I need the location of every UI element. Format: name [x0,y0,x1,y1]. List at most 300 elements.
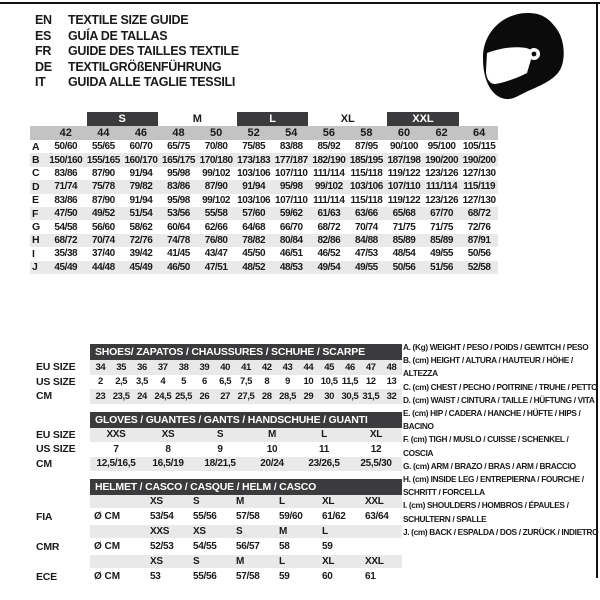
size-value-cell: 46/51 [279,248,303,260]
size-value-cell: 182/190 [312,154,346,166]
helmet-size-header-cell: XL [322,496,335,507]
language-title: TEXTILE SIZE GUIDE [68,13,189,27]
size-value-cell: 53/56 [167,208,190,220]
size-value-cell: 155/165 [86,154,120,166]
size-value-cell: 95/98 [279,181,303,193]
size-value-cell: 46/52 [317,248,341,260]
shoes-values [90,389,402,404]
shoes-size-cell: 23,5 [112,390,130,402]
helmet-size-values [90,495,402,508]
row-key-cell: I [32,247,35,260]
helmet-standard-label: ECE [36,570,57,583]
size-value-cell: 78/82 [242,234,266,246]
size-value-cell: 50/56 [467,248,491,260]
size-value-cell: 90/100 [390,141,418,153]
row-key-cell: G [32,221,41,234]
numeric-size-cell: 44 [97,127,110,139]
shoes-size-cell: 10,5 [320,376,338,388]
size-value-cell: 170/180 [199,154,233,166]
size-value-cell: 48/54 [392,248,416,260]
shoes-size-cell: 9 [285,376,291,388]
shoes-size-cell: 41 [241,361,251,373]
helmet-value-cell: 59 [322,541,333,552]
size-value-cell: 103/106 [237,167,271,179]
size-value-cell: 59/62 [279,208,303,220]
textile-row [30,180,498,193]
size-value-cell: 119/122 [387,194,421,206]
helmet-size-header-cell: XL [322,556,335,567]
helmet-size-values [90,555,402,568]
shoes-size-cell: 39 [199,361,210,373]
size-value-cell: 41/45 [167,248,190,260]
helmet-value-row [36,508,402,525]
size-value-cell: 177/187 [274,154,308,166]
shoes-size-cell: 30 [324,390,335,402]
helmet-standard-label: CMR [36,540,60,553]
textile-row [30,247,498,260]
numeric-size-cell: 54 [285,127,298,139]
size-value-cell: 99/102 [314,181,343,193]
size-value-cell: 111/114 [425,181,458,193]
shoes-size-cell: 2 [97,376,103,388]
racing-helmet-icon [468,8,572,108]
size-group-cell [85,112,160,126]
shoes-row-label: EU SIZE [36,361,76,374]
numeric-size-cell: 52 [247,127,260,139]
size-value-cell: 66/70 [279,221,303,233]
shoes-table-title: SHOES/ ZAPATOS / CHAUSSURES / SCHUHE / SCARPE [90,344,402,360]
size-value-cell: 71/74 [54,181,78,193]
size-value-cell: 87/90 [91,167,115,179]
size-value-cell: 107/110 [275,194,308,206]
helmet-value-cell: 55/56 [193,571,217,582]
size-value-cell: 49/54 [317,261,341,273]
size-value-cell: 72/76 [129,234,153,246]
size-value-cell: 173/183 [237,154,271,166]
shoes-size-cell: 36 [137,361,147,373]
helmet-unit-cell: Ø CM [94,571,121,582]
size-value-cell: 83/86 [54,167,78,179]
size-value-cell: 190/200 [425,154,459,166]
size-value-cell: 49/55 [355,261,378,273]
size-group-cell [235,112,310,126]
size-value-cell: 150/160 [49,154,83,166]
shoes-size-cell: 2,5 [115,376,128,388]
gloves-values [90,442,402,457]
size-value-cell: 87/90 [91,194,115,206]
size-value-cell: 115/119 [463,181,496,193]
size-value-cell: 82/86 [317,234,341,246]
helmet-value-cell: 57/58 [236,571,260,582]
size-value-cell: 49/52 [91,208,115,220]
size-value-cell: 71/75 [392,221,416,233]
gloves-size-cell: XL [369,429,383,441]
size-group-label: XXL [387,112,458,126]
size-value-cell: 65/75 [167,141,190,153]
language-code: IT [35,75,46,90]
size-value-cell: 87/90 [204,181,228,193]
gloves-size-cell: 10 [266,443,278,455]
gloves-table [36,428,402,472]
size-value-cell: 123/126 [425,167,459,179]
size-group-label: L [237,112,308,126]
size-value-cell: 71/75 [430,221,453,233]
row-key-cell: B [32,154,40,167]
shoes-size-cell: 7,5 [239,376,252,388]
numeric-size-cell: 64 [473,127,486,139]
helmet-size-header-cell: M [236,496,245,507]
shoes-size-cell: 37 [157,361,168,373]
size-value-cell: 51/56 [430,261,453,273]
helmet-size-header-row [36,525,402,538]
size-value-cell: 46/50 [167,261,190,273]
helmet-table [36,495,402,585]
language-row [35,13,239,29]
numeric-size-cell: 56 [322,127,335,139]
helmet-value-cell: 59 [279,571,290,582]
size-value-cell: 103/106 [237,194,271,206]
helmet-value-row [36,568,402,585]
helmet-value-cell: 56/57 [236,541,260,552]
row-key-cell: J [32,261,38,274]
language-title-list [35,13,239,91]
helmet-values [90,568,402,585]
shoes-row-label: CM [36,390,52,403]
shoes-size-cell: 44 [303,361,314,373]
size-value-cell: 103/106 [349,181,383,193]
shoes-size-cell: 8 [264,376,270,388]
shoes-row [36,389,402,404]
size-value-cell: 56/60 [91,221,115,233]
size-value-cell: 70/74 [91,234,115,246]
shoes-size-cell: 26 [199,390,210,402]
shoes-size-cell: 4 [160,376,166,388]
numeric-size-cell: 58 [360,127,373,139]
gloves-values [90,457,402,472]
numeric-size-cell: 50 [209,127,223,139]
numeric-size-cell: 60 [397,127,411,139]
size-value-cell: 74/78 [167,234,190,246]
size-value-cell: 54/58 [54,221,78,233]
gloves-row [36,442,402,457]
shoes-size-cell: 24 [137,390,147,402]
gloves-size-cell: XXS [106,429,126,441]
size-value-cell: 55/65 [91,141,115,153]
size-group-cell [385,112,460,126]
size-value-cell: 39/42 [129,248,153,260]
size-value-cell: 85/89 [392,234,416,246]
row-key-cell: A [32,140,40,153]
legend-item: G. (cm) ARM / BRAZO / BRAS / ARM / BRACCIO [403,460,576,471]
size-value-cell: 111/114 [313,167,345,179]
helmet-size-header-cell: XS [193,526,206,537]
shoes-row-label: US SIZE [36,375,76,388]
helmet-value-cell: 58 [279,541,290,552]
shoes-size-cell: 45 [324,361,335,373]
shoes-table [36,360,402,404]
helmet-size-header-row [36,495,402,508]
size-value-cell: 85/89 [430,234,453,246]
size-value-cell: 84/88 [355,234,378,246]
top-border-line [0,2,600,4]
helmet-unit-cell: Ø CM [94,541,121,552]
size-value-cell: 62/66 [204,221,228,233]
gloves-size-cell: 8 [165,443,171,455]
size-value-cell: 68/72 [317,221,341,233]
textile-row [30,194,498,207]
language-row [35,44,239,60]
size-value-cell: 68/72 [54,234,78,246]
shoes-values [90,375,402,390]
size-value-cell: 95/100 [427,141,456,153]
shoes-size-cell: 5 [181,376,187,388]
legend-item: A. (Kg) WEIGHT / PESO / POIDS / GEWITCH / PESO [403,342,589,352]
helmet-size-values [90,525,402,538]
lower-tables-section [36,344,402,585]
size-value-cell: 83/86 [54,194,78,206]
helmet-value-cell: 53 [150,571,161,582]
size-value-cell: 87/95 [355,141,378,153]
gloves-size-cell: 7 [113,443,119,455]
shoes-size-cell: 38 [178,361,189,373]
language-title: GUIDA ALLE TAGLIE TESSILI [68,75,236,90]
row-key-cell: F [32,207,39,220]
size-value-cell: 57/60 [242,208,266,220]
legend-item: C. (cm) CHEST / PECHO / POITRINE / TRUHE / PETTO [403,381,598,392]
textile-row [30,140,498,153]
numeric-size-cell: 62 [435,127,448,139]
gloves-row [36,428,402,443]
size-value-cell: 72/76 [467,221,491,233]
size-value-cell: 45/49 [129,261,153,273]
size-value-cell: 160/170 [124,154,158,166]
textile-row [30,207,498,220]
shoes-size-cell: 29 [303,390,314,402]
size-value-cell: 60/64 [167,221,190,233]
numeric-size-cell: 48 [172,127,185,139]
shoes-size-cell: 25,5 [175,390,193,402]
size-group-label: S [87,112,158,126]
size-value-cell: 107/110 [275,167,308,179]
size-value-cell: 48/53 [279,261,303,273]
size-value-cell: 115/118 [350,167,383,179]
size-value-cell: 85/92 [317,141,341,153]
shoes-size-cell: 47 [365,361,376,373]
gloves-values [90,428,402,443]
legend-item: J. (cm) BACK / ESPALDA / DOS / ZURÜCK / INDIETRO [403,526,599,537]
size-value-cell: 60/70 [129,141,153,153]
shoes-size-cell: 28,5 [279,390,297,402]
size-value-cell: 70/80 [204,141,228,153]
gloves-row [36,457,402,472]
helmet-size-header-cell: S [236,526,243,537]
shoes-size-cell: 6,5 [219,376,232,388]
helmet-size-header-cell: M [279,526,288,537]
row-key-cell: H [32,234,40,247]
size-value-cell: 83/88 [279,141,303,153]
helmet-size-header-cell: XS [150,556,163,567]
helmet-value-cell: 60 [322,571,333,582]
language-row [35,75,239,91]
shoes-size-cell: 3,5 [135,376,148,388]
shoes-size-cell: 27 [220,390,231,402]
helmet-size-header-cell: L [322,526,328,537]
size-value-cell: 50/56 [392,261,416,273]
helmet-size-header-cell: L [279,556,285,567]
size-value-cell: 76/80 [204,234,228,246]
size-group-cell [160,112,235,126]
size-value-cell: 48/52 [242,261,266,273]
gloves-size-cell: 25,5/30 [360,458,392,470]
helmet-unit-cell: Ø CM [94,511,121,522]
helmet-standard-label: FIA [36,510,53,523]
size-group-label: M [192,112,202,125]
shoes-size-cell: 42 [261,361,272,373]
gloves-size-cell: 11 [319,443,329,455]
shoes-size-cell: 27,5 [237,390,255,402]
size-value-cell: 165/175 [162,154,196,166]
helmet-size-header-cell: XXL [365,556,384,567]
size-value-cell: 47/50 [54,208,78,220]
size-value-cell: 35/38 [54,248,78,260]
size-value-cell: 107/110 [387,181,421,193]
helmet-value-row [36,538,402,555]
size-value-cell: 45/50 [242,248,266,260]
size-value-cell: 50/60 [54,141,78,153]
legend-item: D. (cm) WAIST / CINTURA / TAILLE / HÜFTUNG / VITA [403,394,595,405]
gloves-size-cell: 20/24 [260,458,284,470]
gloves-size-cell: 23/26,5 [308,458,340,470]
helmet-value-cell: 59/60 [279,511,303,522]
textile-row [30,167,498,180]
shoes-size-cell: 48 [386,361,397,373]
shoes-size-cell: 34 [95,361,106,373]
row-key-cell: E [32,194,40,207]
helmet-size-header-cell: S [193,496,200,507]
language-code: ES [35,28,52,43]
helmet-value-cell: 53/54 [150,511,174,522]
shoes-size-cell: 46 [345,361,355,373]
gloves-size-cell: XS [161,429,175,441]
language-row [35,29,239,45]
shoes-row [36,360,402,375]
size-value-cell: 95/98 [167,194,190,206]
helmet-value-cell: 63/64 [365,511,389,522]
size-value-cell: 44/48 [91,261,115,273]
size-value-cell: 61/63 [317,208,341,220]
size-value-cell: 68/72 [467,208,491,220]
helmet-size-header-cell: S [193,556,200,567]
textile-row [30,261,498,274]
gloves-size-cell: 16,5/19 [152,458,184,470]
shoes-size-cell: 13 [386,376,397,388]
helmet-size-header-cell: XS [150,496,163,507]
textile-row [30,220,498,233]
size-value-cell: 91/94 [129,167,153,179]
size-value-cell: 83/86 [167,181,190,193]
size-value-cell: 127/130 [462,194,496,206]
gloves-row-label: CM [36,457,52,470]
legend-item: B. (cm) HEIGHT / ALTURA / HAUTEUR / HÖHE / ALTEZZA [403,355,573,379]
size-value-cell: 51/54 [129,208,153,220]
textile-row [30,153,498,166]
helmet-size-header-cell: XXL [365,496,384,507]
helmet-size-header-cell: L [279,496,285,507]
size-value-cell: 43/47 [204,248,228,260]
size-value-cell: 187/198 [387,154,421,166]
size-value-cell: 127/130 [462,167,496,179]
helmet-value-cell: 57/58 [236,511,260,522]
shoes-size-cell: 28 [261,390,272,402]
language-code: EN [35,13,52,27]
size-group-header-row [30,111,498,126]
helmet-values [90,508,402,525]
legend-item: E. (cm) HIP / CADERA / HANCHE / HÜFTE / HIPS / BACINO [403,408,581,432]
shoes-size-cell: 32 [386,390,397,402]
helmet-size-header-row [36,555,402,568]
size-value-cell: 105/115 [462,141,496,153]
shoes-size-cell: 30,5 [341,390,359,402]
helmet-value-cell: 54/55 [193,541,217,552]
size-value-cell: 70/74 [355,221,378,233]
size-group-label: XL [340,112,355,125]
gloves-size-cell: L [321,429,327,441]
gloves-size-cell: S [216,429,224,441]
size-value-cell: 99/102 [202,167,231,179]
numeric-size-cell: 46 [134,127,148,139]
language-title: GUÍA DE TALLAS [68,28,168,43]
size-value-cell: 45/49 [54,261,78,273]
helmet-value-cell: 52/53 [150,541,174,552]
legend-item: H. (cm) INSIDE LEG / ENTREPIERNA / FOURCHE / SCHRITT / FORCELLA [403,474,584,498]
size-value-cell: 65/68 [392,208,416,220]
size-value-cell: 47/51 [204,261,228,273]
language-row [35,60,239,76]
size-value-cell: 80/84 [279,234,303,246]
gloves-size-cell: 12,5/16,5 [96,458,136,470]
size-value-cell: 58/62 [129,221,153,233]
measurement-legend [403,341,599,539]
size-value-cell: 111/114 [313,194,345,206]
size-group-cell [310,112,385,126]
size-value-cell: 91/94 [242,181,266,193]
size-value-cell: 95/98 [167,167,190,179]
textile-row [30,234,498,247]
row-key-cell: C [32,167,40,180]
helmet-values [90,538,402,555]
shoes-size-cell: 12 [365,376,376,388]
size-value-cell: 49/55 [430,248,453,260]
shoes-size-cell: 6 [201,376,207,388]
helmet-table-title: HELMET / CASCO / CASQUE / HELM / CASCO [90,479,402,495]
legend-item: F. (cm) TIGH / MUSLO / CUISSE / SCHENKEL / COSCIA [403,434,569,458]
gloves-row-label: EU SIZE [36,428,76,441]
size-value-cell: 52/58 [467,261,491,273]
size-value-cell: 64/68 [242,221,266,233]
size-value-cell: 99/102 [202,194,231,206]
language-code: FR [35,44,52,59]
size-value-cell: 75/85 [242,141,266,153]
language-code: DE [35,59,52,74]
gloves-row-label: US SIZE [36,443,76,456]
helmet-value-cell: 61/62 [322,511,346,522]
legend-item: I. (cm) SHOULDERS / HOMBROS / ÉPAULES / SCHULTERN / SPALLE [403,500,569,524]
helmet-size-header-cell: XXS [150,526,170,537]
gloves-size-cell: 18/21,5 [204,458,236,470]
gloves-size-cell: M [267,429,277,441]
numeric-size-cell: 42 [59,127,72,139]
gloves-size-cell: 12 [370,443,382,455]
